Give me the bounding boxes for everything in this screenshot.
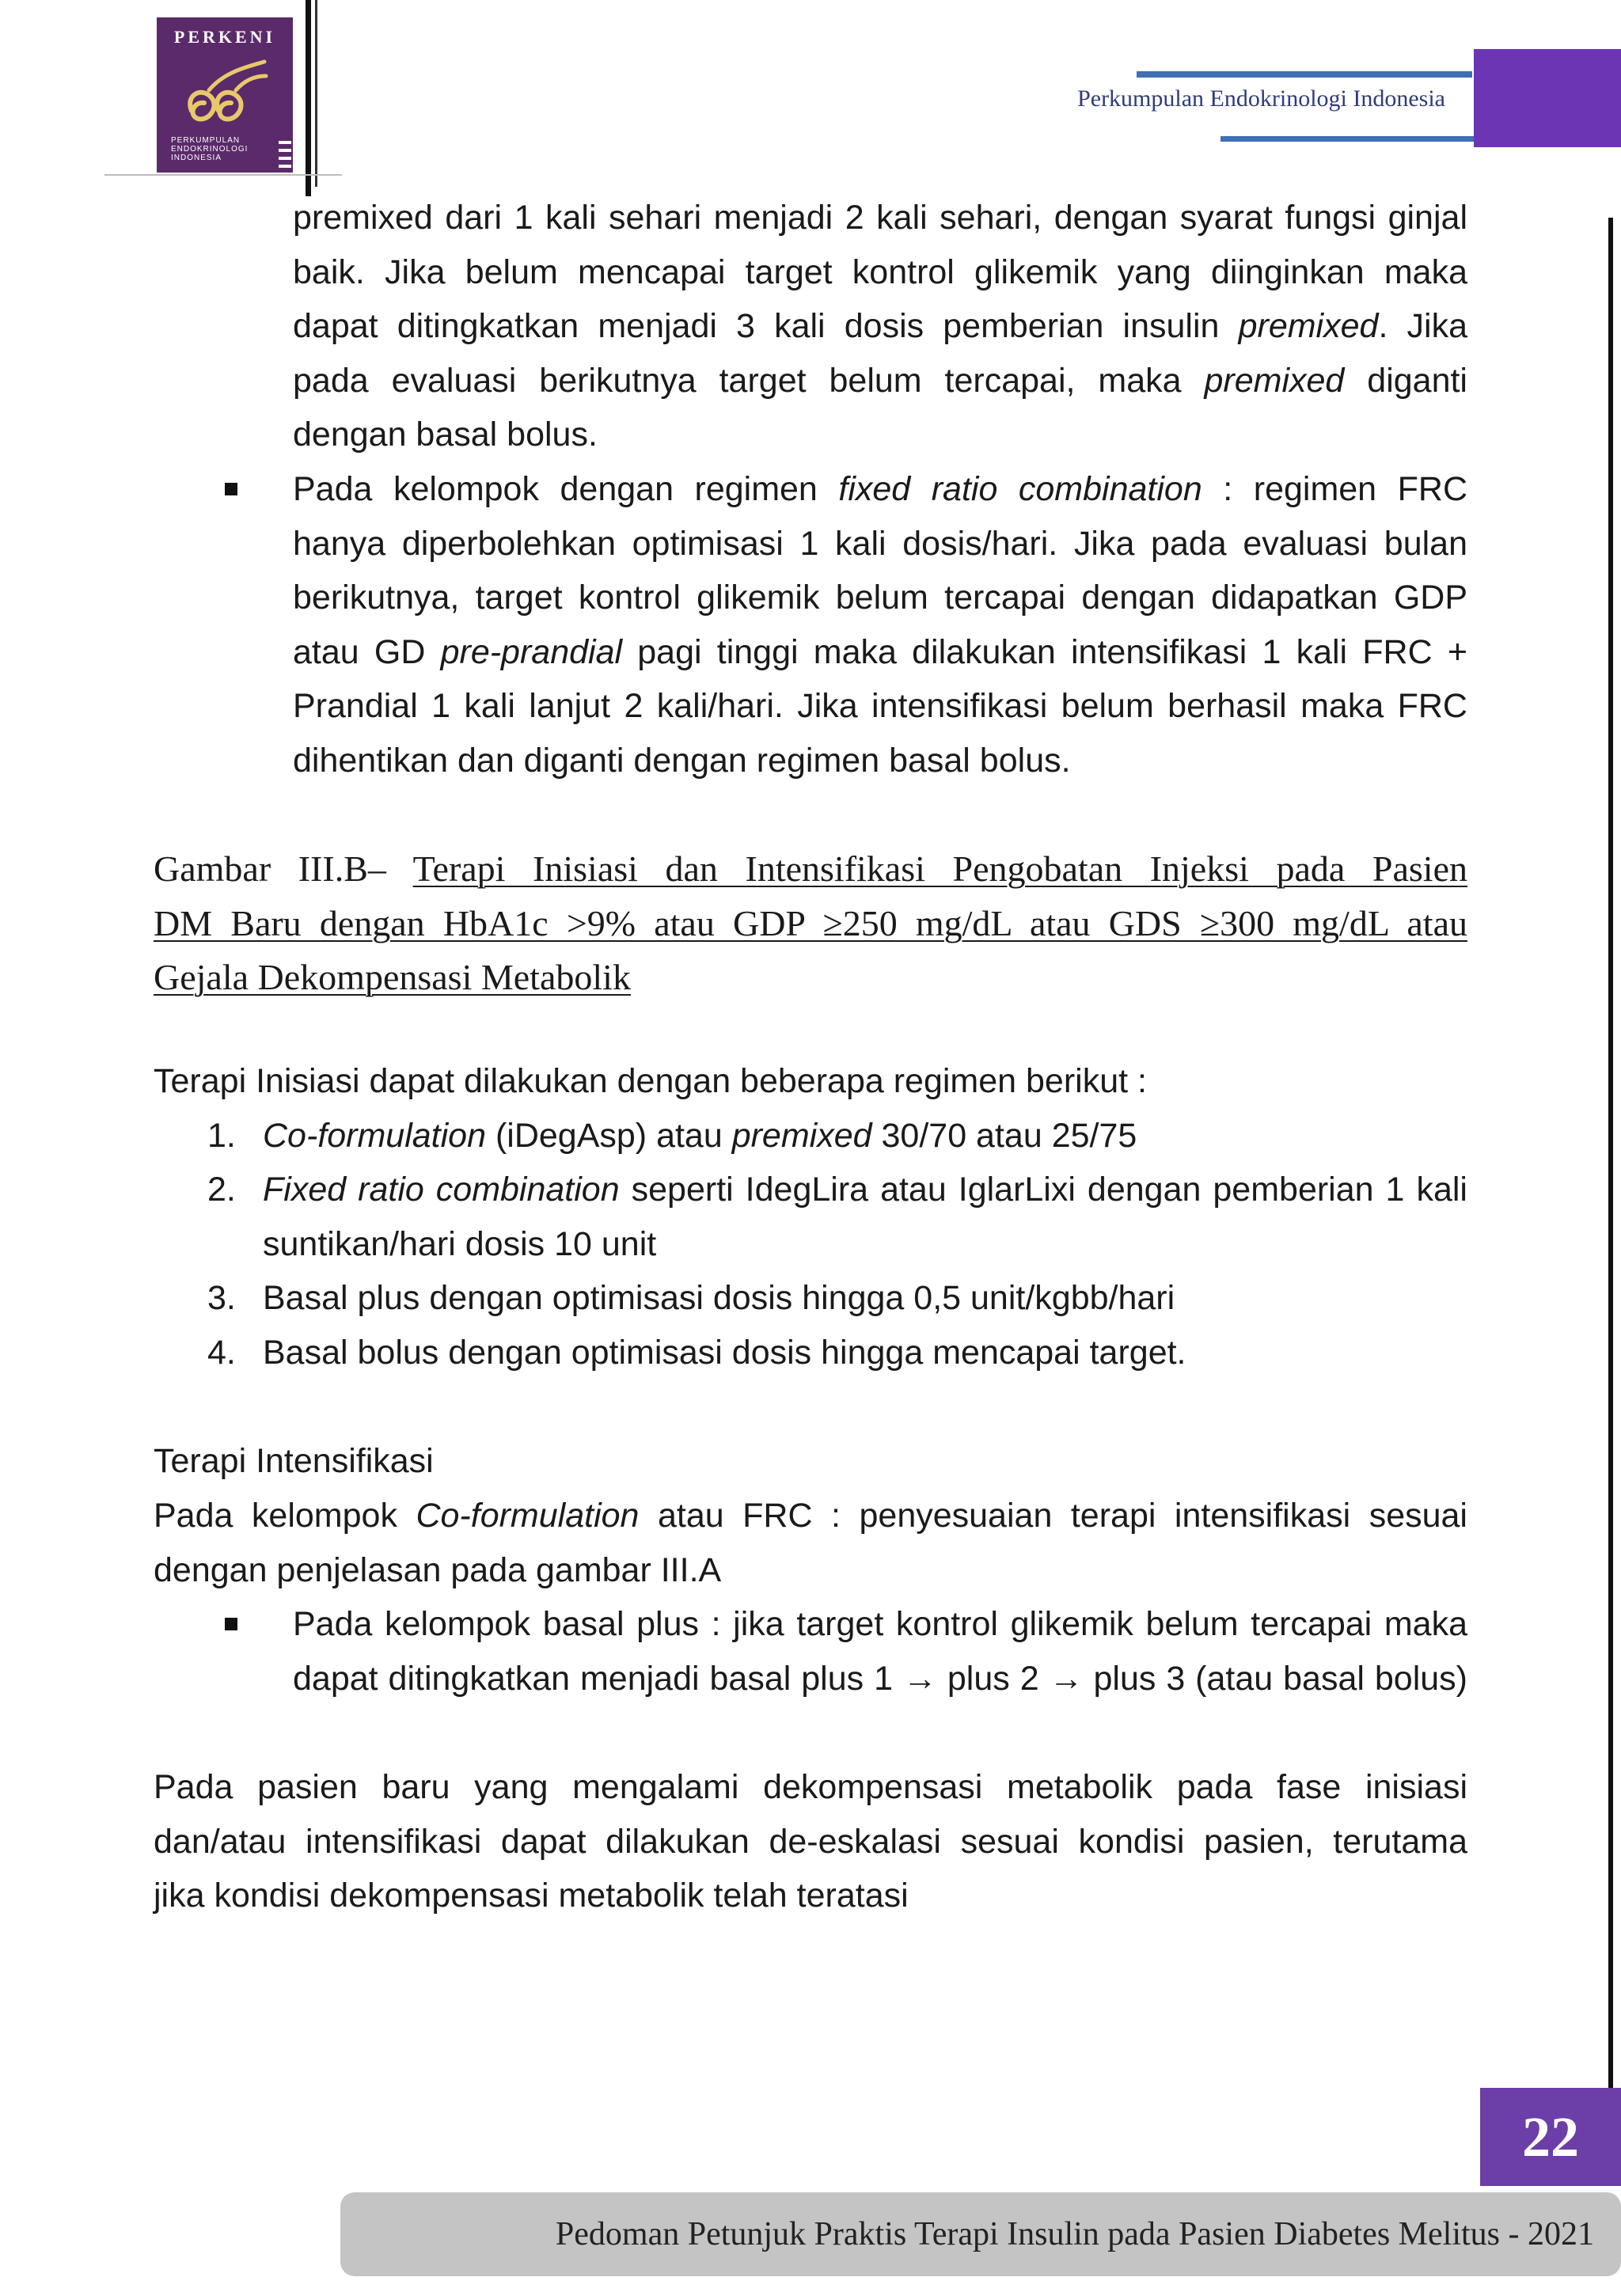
list-number: 1. [207,1117,236,1155]
list-number: 4. [207,1334,236,1372]
list-item: Fixed ratio combination seperti IdegLira atau IglarLixi dengan pemberian 1 kali suntikan/hari dosis 10 unit [263,1171,1467,1263]
intensification-heading: Terapi Intensifikasi [154,1442,434,1480]
list-item: Co-formulation (iDegAsp) atau premixed 30/70 atau 25/75 [263,1117,1137,1155]
caption-line: Gejala Dekompensasi Metabolik [154,957,631,998]
logo-stripes [279,141,291,174]
header-underline [104,174,342,176]
header-divider-bar [306,0,311,196]
logo-title: PERKENI [173,27,276,47]
text-line: dapat ditingkatkan menjadi 3 kali dosis pemberian insulin premixed. Jika [293,307,1467,346]
header-divider-bar-thin [315,0,317,187]
text-line: dihentikan dan diganti dengan regimen basal bolus. [293,741,1071,780]
bullet-square-icon [225,483,237,495]
text-line: berikutnya, target kontrol glikemik belum tercapai dengan didapatkan GDP [293,579,1467,617]
bullet-basal-plus: Pada kelompok basal plus : jika target kontrol glikemik belum tercapai maka dapat ditingkatkan menjadi basal plus 1 → plus 2 → plus 3 (atau basal bolus) [293,1605,1467,1698]
list-number: 2. [207,1171,236,1209]
text-line: baik. Jika belum mencapai target kontrol glikemik yang diinginkan maka [293,252,1467,291]
initiation-intro: Terapi Inisiasi dapat dilakukan dengan beberapa regimen berikut : [154,1062,1147,1100]
bullet-frc [293,462,1467,788]
header-accent-block [1474,49,1621,147]
text-line: hanya diperbolehkan optimisasi 1 kali dosis/hari. Jika pada evaluasi bulan [293,524,1467,563]
text-line: pada evaluasi berikutnya target belum tercapai, maka premixed diganti [293,361,1467,400]
paragraph-premixed [293,191,1467,462]
caption-line: DM Baru dengan HbA1c >9% atau GDP ≥250 mg/dL atau GDS ≥300 mg/dL atau [154,902,1467,943]
logo-subtitle: PERKUMPULAN ENDOKRINOLOGI INDONESIA [171,136,249,162]
text-line: Prandial 1 kali lanjut 2 kali/hari. Jika intensifikasi belum berhasil maka FRC [293,687,1467,726]
list-item: Basal plus dengan optimisasi dosis hingga 0,5 unit/kgbb/hari [263,1279,1175,1317]
caption-line: Gambar III.B– Terapi Inisiasi dan Intensifikasi Pengobatan Injeksi pada Pasien [154,848,1467,889]
text-line: Pada kelompok dengan regimen fixed ratio combination : regimen FRC [293,470,1467,508]
list-number: 3. [207,1279,236,1317]
closing-paragraph: Pada pasien baru yang mengalami dekompensasi metabolik pada fase inisiasi dan/atau intensifikasi dapat dilakukan de-eskalasi sesuai kondisi pasien, terutama jika kondisi dekompensasi metabolik telah teratasi [154,1768,1467,1915]
bullet-square-icon [225,1618,237,1630]
header-org-name: Perkumpulan Endokrinologi Indonesia [1077,85,1445,112]
list-item: Basal bolus dengan optimisasi dosis hingga mencapai target. [263,1334,1186,1372]
text-line: atau GD pre-prandial pagi tinggi maka dilakukan intensifikasi 1 kali FRC + [293,632,1467,671]
text-line: dengan basal bolus. [293,416,598,454]
perkeni-logo [157,17,293,173]
figure-caption [154,842,1467,1005]
logo-emblem-icon [177,55,272,131]
header-accent-line-top [1137,71,1472,78]
intensification-paragraph: Pada kelompok Co-formulation atau FRC : penyesuaian terapi intensifikasi sesuai dengan penjelasan pada gambar III.A [154,1497,1467,1589]
page-number: 22 [1480,2088,1621,2186]
footer-title: Pedoman Petunjuk Praktis Terapi Insulin pada Pasien Diabetes Melitus - 2021 [555,2216,1594,2252]
page-side-rule [1608,218,1613,2165]
text-line: premixed dari 1 kali sehari menjadi 2 kali sehari, dengan syarat fungsi ginjal [293,199,1467,237]
